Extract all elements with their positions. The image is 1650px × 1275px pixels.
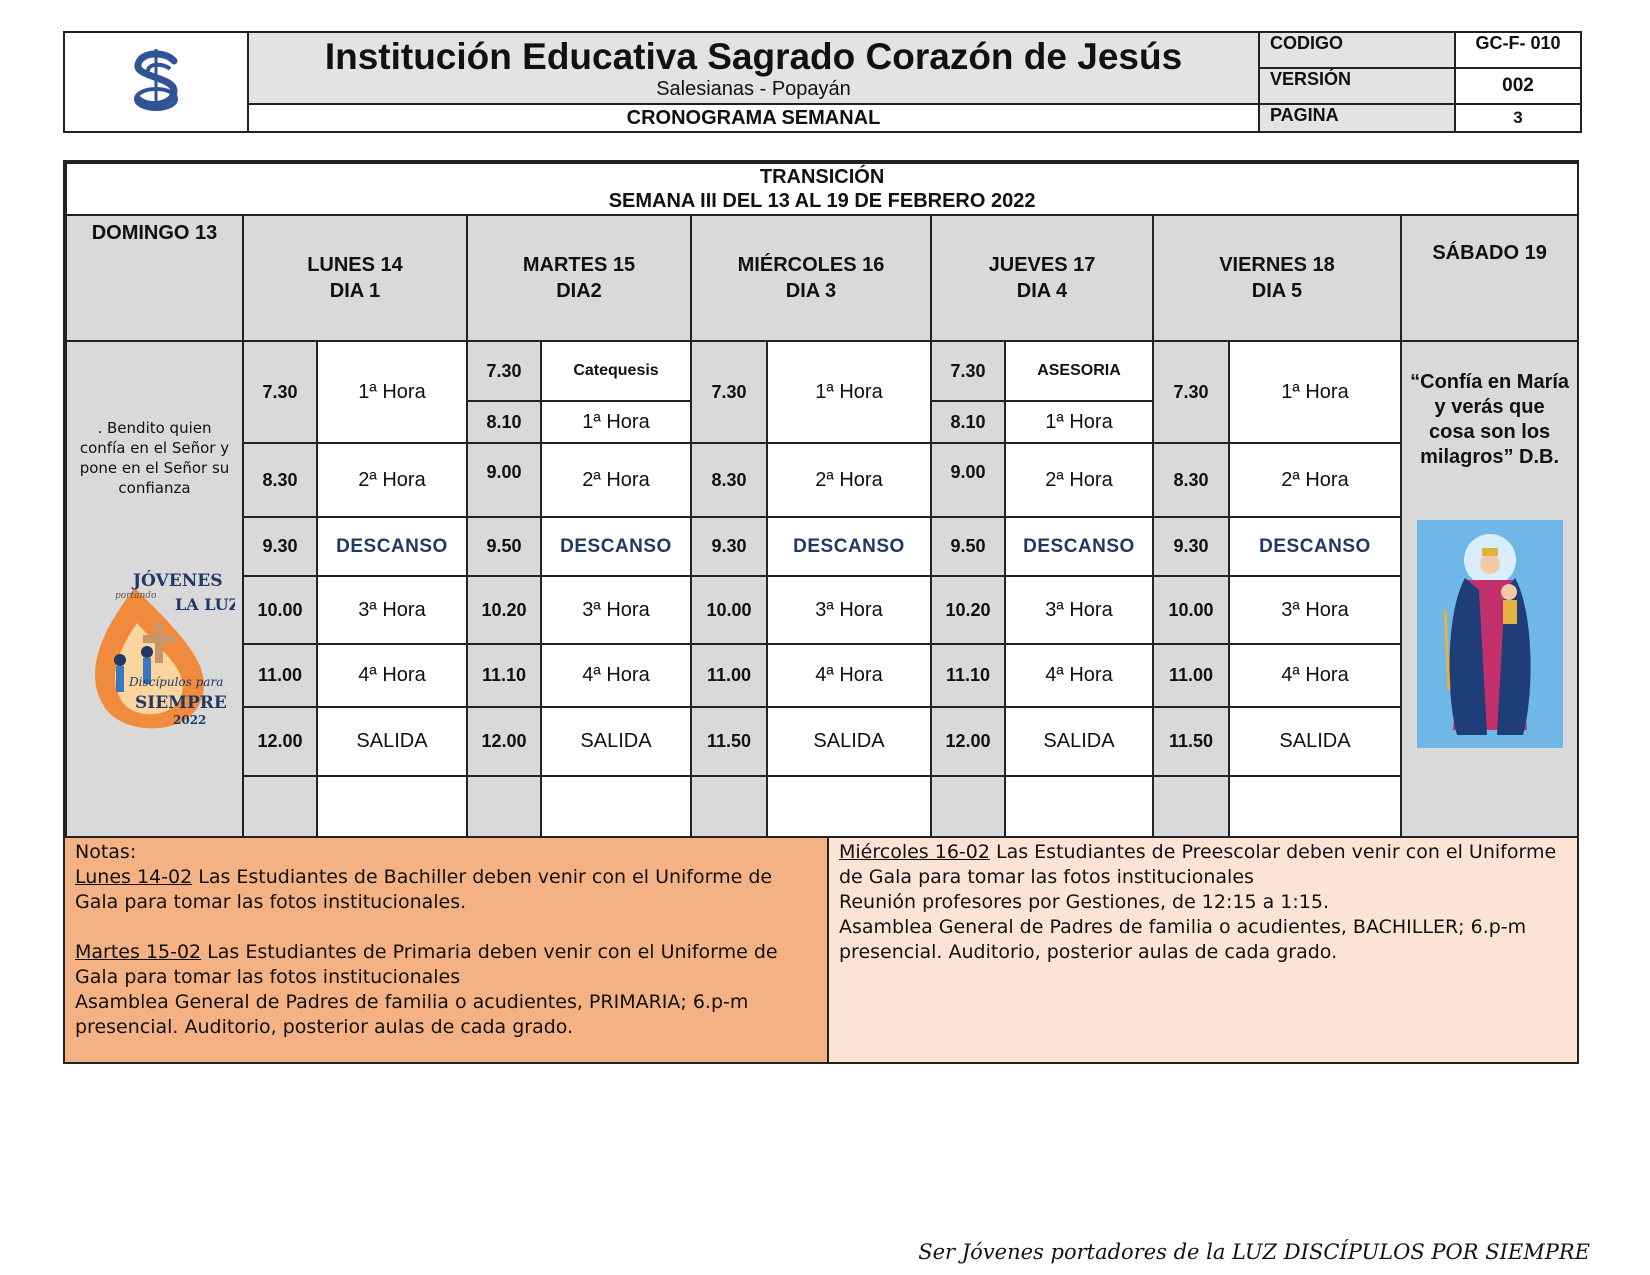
activity-miercoles-6: SALIDA <box>767 707 931 776</box>
saturday-column <box>1401 341 1578 845</box>
institution-title: Institución Educativa Sagrado Corazón de Jesús <box>324 36 1183 77</box>
time-miercoles-2: 8.30 <box>691 443 767 517</box>
time-viernes-3: 9.30 <box>1153 517 1229 576</box>
activity-martes-6: SALIDA <box>541 707 691 776</box>
time-viernes-6: 11.50 <box>1153 707 1229 776</box>
note-miercoles-text: Las Estudiantes de Preescolar deben venir con el Uniforme de Gala para tomar las fotos institucionales <box>839 841 1557 888</box>
activity-viernes-empty <box>1229 776 1401 844</box>
schedule-caption <box>66 163 1578 215</box>
time-lunes-6: 12.00 <box>243 707 317 776</box>
note-martes-text: Las Estudiantes de Primaria deben venir con el Uniforme de Gala para tomar las fotos institucionales <box>75 941 778 988</box>
activity-martes-0: Catequesis <box>541 341 691 401</box>
time-martes-5: 11.10 <box>467 644 541 707</box>
activity-viernes-4: 3ª Hora <box>1229 576 1401 644</box>
activity-jueves-6: SALIDA <box>1005 707 1153 776</box>
day-header-martes <box>467 215 691 341</box>
activity-lunes-6: SALIDA <box>317 707 467 776</box>
pagina-label: PAGINA <box>1259 104 1455 132</box>
day-name: VIERNES 18 <box>1219 254 1335 276</box>
day-name: MIÉRCOLES 16 <box>737 254 885 276</box>
sunday-verse: . Bendito quien confía en el Señor y pone en el Señor su confianza <box>79 419 230 497</box>
time-jueves-3: 9.50 <box>931 517 1005 576</box>
activity-lunes-2: 2ª Hora <box>317 443 467 517</box>
time-lunes-1: 7.30 <box>243 341 317 443</box>
time-martes-0: 7.30 <box>467 341 541 401</box>
time-jueves-0: 7.30 <box>931 341 1005 401</box>
institution-title-cell <box>248 32 1259 104</box>
time-viernes-empty <box>1153 776 1229 844</box>
activity-viernes-3: DESCANSO <box>1229 517 1401 576</box>
activity-martes-empty <box>541 776 691 844</box>
note-miercoles-reunion: Reunión profesores por Gestiones, de 12:15 a 1:15. <box>839 891 1329 913</box>
logo-text-year: 2022 <box>172 713 206 727</box>
jovenes-luz-logo <box>75 568 235 738</box>
school-logo-icon <box>126 47 186 113</box>
activity-viernes-2: 2ª Hora <box>1229 443 1401 517</box>
activity-jueves-empty <box>1005 776 1153 844</box>
day-header-miercoles <box>691 215 931 341</box>
logo-text-discipulos: Discípulos para <box>128 675 223 689</box>
time-martes-3: 9.50 <box>467 517 541 576</box>
activity-martes-3: DESCANSO <box>541 517 691 576</box>
note-miercoles-asamblea: Asamblea General de Padres de familia o acudientes, BACHILLER; 6.p-m presencial. Auditorio, posterior aulas de cada grado. <box>839 916 1527 963</box>
weekly-schedule <box>63 160 1579 848</box>
activity-lunes-5: 4ª Hora <box>317 644 467 707</box>
time-miercoles-empty <box>691 776 767 844</box>
time-martes-2: 9.00 <box>467 443 541 517</box>
time-lunes-empty <box>243 776 317 844</box>
activity-jueves-2: 2ª Hora <box>1005 443 1153 517</box>
notes-right <box>829 838 1577 1062</box>
document-title: CRONOGRAMA SEMANAL <box>248 104 1259 132</box>
time-miercoles-3: 9.30 <box>691 517 767 576</box>
note-martes <box>75 940 817 990</box>
day-header-viernes <box>1153 215 1401 341</box>
activity-miercoles-1: 1ª Hora <box>767 341 931 443</box>
logo-text-portando: portando <box>114 591 156 601</box>
time-jueves-1: 8.10 <box>931 401 1005 443</box>
logo-text-siempre: SIEMPRE <box>134 693 227 713</box>
time-miercoles-6: 11.50 <box>691 707 767 776</box>
document-header <box>63 31 1582 131</box>
school-logo-cell <box>64 32 248 132</box>
day-name: LUNES 14 <box>307 254 403 276</box>
notes-left <box>65 838 829 1062</box>
activity-lunes-4: 3ª Hora <box>317 576 467 644</box>
note-martes-date: Martes 15-02 <box>75 941 202 963</box>
activity-miercoles-5: 4ª Hora <box>767 644 931 707</box>
time-lunes-3: 9.30 <box>243 517 317 576</box>
activity-martes-5: 4ª Hora <box>541 644 691 707</box>
activity-martes-4: 3ª Hora <box>541 576 691 644</box>
activity-jueves-5: 4ª Hora <box>1005 644 1153 707</box>
activity-jueves-1: 1ª Hora <box>1005 401 1153 443</box>
maria-auxiliadora-image <box>1417 520 1563 748</box>
day-header-lunes <box>243 215 467 341</box>
time-martes-6: 12.00 <box>467 707 541 776</box>
day-name: JUEVES 17 <box>988 254 1096 276</box>
notes-section <box>63 836 1579 1064</box>
activity-viernes-1: 1ª Hora <box>1229 341 1401 443</box>
time-martes-4: 10.20 <box>467 576 541 644</box>
time-viernes-4: 10.00 <box>1153 576 1229 644</box>
activity-miercoles-4: 3ª Hora <box>767 576 931 644</box>
activity-jueves-0: ASESORIA <box>1005 341 1153 401</box>
codigo-label: CODIGO <box>1259 32 1455 68</box>
day-number: DIA2 <box>556 280 602 302</box>
logo-text-jovenes: JÓVENES <box>132 571 222 591</box>
week-range: SEMANA III DEL 13 AL 19 DE FEBRERO 2022 <box>608 190 1036 212</box>
time-jueves-2: 9.00 <box>931 443 1005 517</box>
saturday-header: SÁBADO 19 <box>1401 215 1578 341</box>
logo-text-la-luz: LA LUZ <box>174 595 235 614</box>
sunday-header: DOMINGO 13 <box>66 215 243 341</box>
time-miercoles-4: 10.00 <box>691 576 767 644</box>
activity-martes-1: 1ª Hora <box>541 401 691 443</box>
footer-motto: Ser Jóvenes portadores de la LUZ DISCÍPULOS POR SIEMPRE <box>918 1240 1590 1264</box>
time-lunes-2: 8.30 <box>243 443 317 517</box>
institution-subtitle: Salesianas - Popayán <box>656 78 851 100</box>
time-viernes-5: 11.00 <box>1153 644 1229 707</box>
time-lunes-4: 10.00 <box>243 576 317 644</box>
day-header-jueves <box>931 215 1153 341</box>
saturday-quote: “Confía en María y verás que cosa son los milagros” D.B. <box>1410 371 1570 468</box>
version-label: VERSIÓN <box>1259 68 1455 104</box>
day-number: DIA 5 <box>1251 280 1303 302</box>
note-miercoles-date: Miércoles 16-02 <box>839 841 990 863</box>
time-miercoles-5: 11.00 <box>691 644 767 707</box>
activity-lunes-3: DESCANSO <box>317 517 467 576</box>
activity-miercoles-empty <box>767 776 931 844</box>
time-lunes-5: 11.00 <box>243 644 317 707</box>
activity-viernes-6: SALIDA <box>1229 707 1401 776</box>
time-viernes-1: 7.30 <box>1153 341 1229 443</box>
time-martes-empty <box>467 776 541 844</box>
group-name: TRANSICIÓN <box>759 166 885 188</box>
day-number: DIA 4 <box>1016 280 1068 302</box>
activity-viernes-5: 4ª Hora <box>1229 644 1401 707</box>
time-jueves-4: 10.20 <box>931 576 1005 644</box>
activity-lunes-1: 1ª Hora <box>317 341 467 443</box>
note-lunes-text: Las Estudiantes de Bachiller deben venir con el Uniforme de Gala para tomar las fotos institucionales. <box>75 866 773 913</box>
activity-jueves-3: DESCANSO <box>1005 517 1153 576</box>
pagina-value: 3 <box>1455 104 1581 132</box>
note-martes-asamblea: Asamblea General de Padres de familia o acudientes, PRIMARIA; 6.p-m presencial. Auditorio, posterior aulas de cada grado. <box>75 991 749 1038</box>
activity-miercoles-2: 2ª Hora <box>767 443 931 517</box>
codigo-value: GC-F- 010 <box>1455 32 1581 68</box>
notes-label: Notas: <box>75 841 137 863</box>
day-name: MARTES 15 <box>522 254 636 276</box>
note-lunes <box>75 865 817 915</box>
activity-jueves-4: 3ª Hora <box>1005 576 1153 644</box>
note-miercoles <box>839 840 1567 890</box>
day-number: DIA 1 <box>329 280 381 302</box>
time-jueves-6: 12.00 <box>931 707 1005 776</box>
activity-lunes-empty <box>317 776 467 844</box>
time-jueves-empty <box>931 776 1005 844</box>
time-miercoles-1: 7.30 <box>691 341 767 443</box>
time-martes-1: 8.10 <box>467 401 541 443</box>
time-jueves-5: 11.10 <box>931 644 1005 707</box>
sunday-column <box>66 341 243 845</box>
version-value: 002 <box>1455 68 1581 104</box>
time-viernes-2: 8.30 <box>1153 443 1229 517</box>
day-number: DIA 3 <box>785 280 837 302</box>
activity-miercoles-3: DESCANSO <box>767 517 931 576</box>
note-lunes-date: Lunes 14-02 <box>75 866 193 888</box>
activity-martes-2: 2ª Hora <box>541 443 691 517</box>
